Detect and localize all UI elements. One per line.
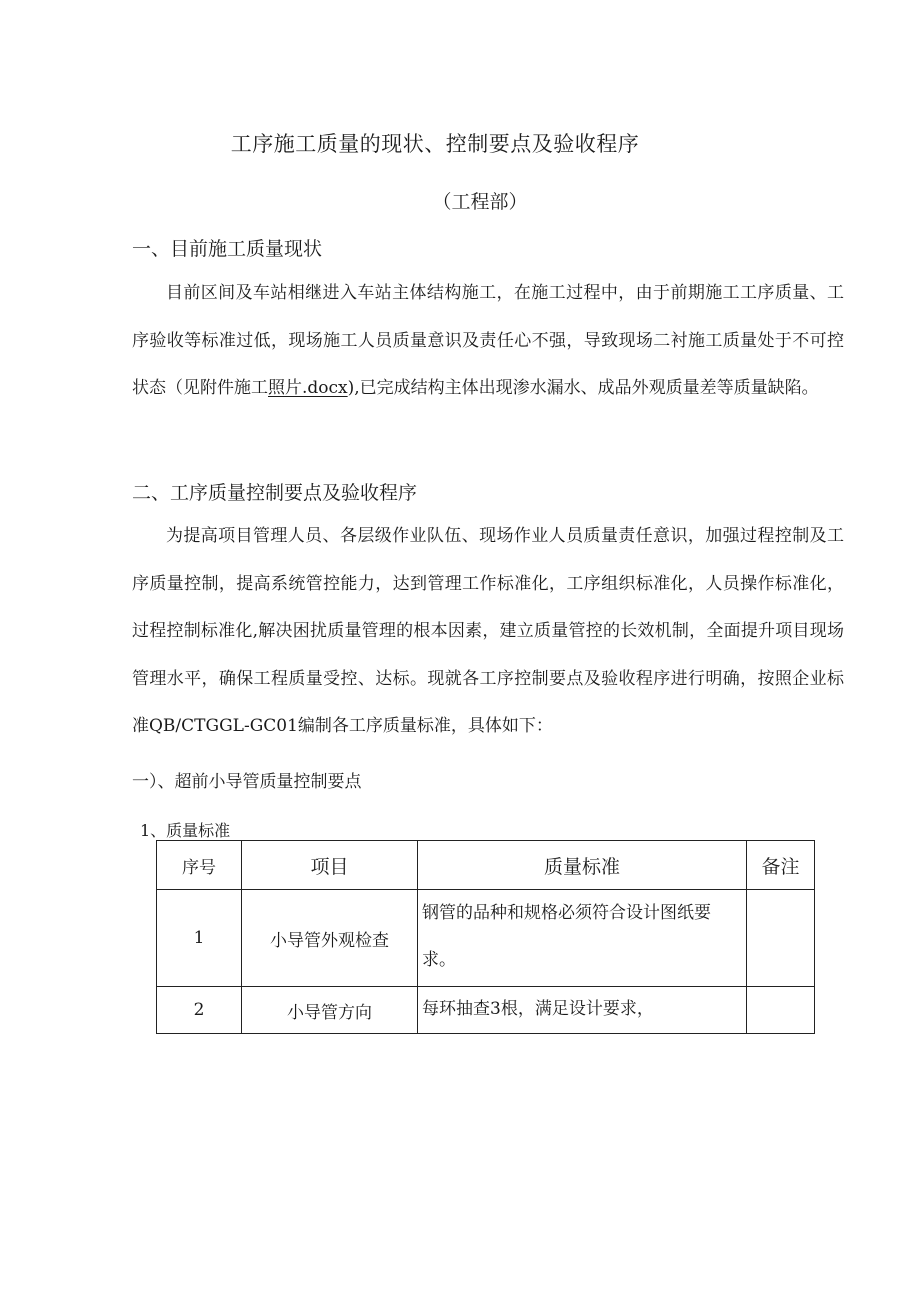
header-remark: 备注 <box>747 841 815 890</box>
row-no: 1 <box>157 890 242 987</box>
table-row <box>157 890 815 987</box>
section1-heading: 一、目前施工质量现状 <box>132 238 323 260</box>
header-no: 序号 <box>157 841 242 890</box>
attachment-link[interactable]: 照片.docx <box>268 378 348 398</box>
row-remark <box>747 987 815 1034</box>
row-standard: 钢管的品种和规格必须符合设计图纸要求。 <box>418 890 747 987</box>
quality-standard-table <box>156 840 815 1034</box>
row-item: 小导管方向 <box>242 987 418 1034</box>
subsection-heading: 一）、超前小导管质量控制要点 <box>132 772 362 792</box>
table-row <box>157 987 815 1034</box>
table-header-row <box>157 841 815 890</box>
page-title: 工序施工质量的现状、控制要点及验收程序 <box>230 132 640 156</box>
section2-paragraph: 为提高项目管理人员、各层级作业队伍、现场作业人员质量责任意识，加强过程控制及工序质量控制，提高系统管控能力，达到管理工作标准化，工序组织标准化，人员操作标准化，过程控制标准化,解决困扰质量管理的根本因素，建立质量管控的长效机制，全面提升项目现场管理水平，确保工程质量受控、达标。现就各工序控制要点及验收程序进行明确，按照企业标准QB/CTGGL-GC01编制各工序质量标准，具体如下： <box>132 526 844 736</box>
quality-standard-heading: 1、质量标准 <box>140 821 231 840</box>
row-remark <box>747 890 815 987</box>
header-standard: 质量标准 <box>418 841 747 890</box>
header-item: 项目 <box>242 841 418 890</box>
section1-text-before-link: 目前区间及车站相继进入车站主体结构施工，在施工过程中，由于前期施工工序质量、工序验收等标准过低，现场施工人员质量意识及责任心不强，导致现场二衬施工质量处于不可控状态（见附件施工 <box>132 283 844 398</box>
section1-text-after-link: ),已完成结构主体出现渗水漏水、成品外观质量差等质量缺陷。 <box>347 378 819 398</box>
row-standard: 每环抽查3根，满足设计要求， <box>418 987 747 1034</box>
row-no: 2 <box>157 987 242 1034</box>
department-subtitle: （工程部） <box>432 191 528 213</box>
section2-heading: 二、工序质量控制要点及验收程序 <box>132 482 418 504</box>
row-item: 小导管外观检查 <box>242 890 418 987</box>
section1-paragraph <box>132 270 844 413</box>
